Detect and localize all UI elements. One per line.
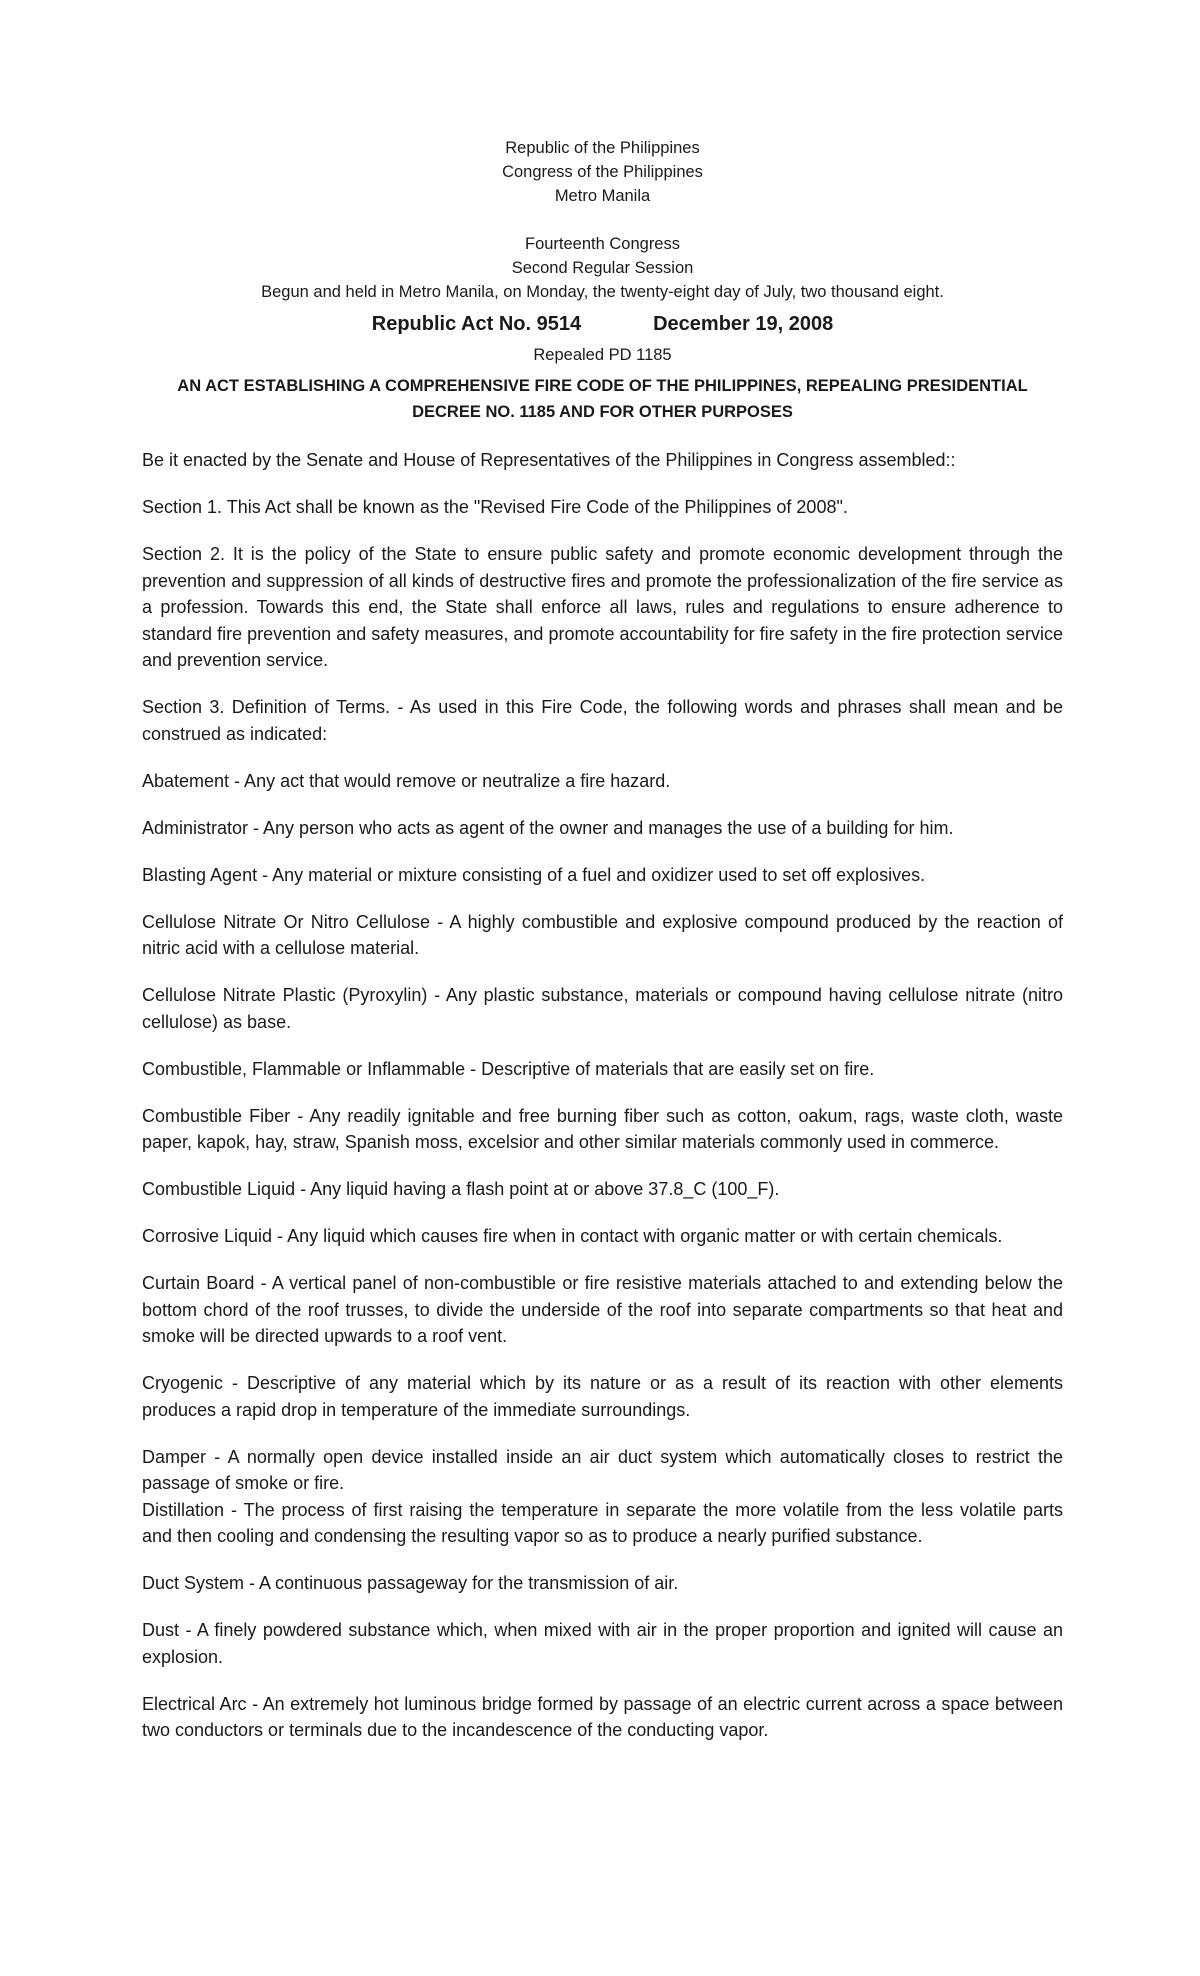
paragraph: Cryogenic - Descriptive of any material which by its nature or as a result of its reaction with other elements produces a rapid drop in temperature of the immediate surroundings.: [142, 1373, 1063, 1420]
act-number-line: [142, 309, 1063, 339]
paragraph: Distillation - The process of first raising the temperature in separate the more volatile from the less volatile parts and then cooling and condensing the resulting vapor so as to produce a nearly purified substance.: [142, 1499, 1063, 1546]
act-title: AN ACT ESTABLISHING A COMPREHENSIVE FIRE CODE OF THE PHILIPPINES, REPEALING PRESIDENTIAL DECREE NO. 1185 AND FOR OTHER PURPOSES: [177, 377, 1028, 421]
paragraph: Combustible, Flammable or Inflammable - Descriptive of materials that are easily set on fire.: [142, 1058, 875, 1079]
act-date: December 19, 2008: [653, 313, 834, 335]
paragraph: Combustible Fiber - Any readily ignitable and free burning fiber such as cotton, oakum, rags, waste cloth, waste paper, kapok, hay, straw, Spanish moss, excelsior and other similar materials commonly used in commerce.: [142, 1105, 1063, 1152]
paragraph: Cellulose Nitrate Or Nitro Cellulose - A highly combustible and explosive compound produced by the reaction of nitric acid with a cellulose material.: [142, 911, 1063, 958]
document-header: [142, 136, 1063, 304]
paragraph: Combustible Liquid - Any liquid having a flash point at or above 37.8_C (100_F).: [142, 1179, 780, 1199]
paragraph: Be it enacted by the Senate and House of Representatives of the Philippines in Congress assembled::: [142, 450, 956, 470]
act-number: Republic Act No. 9514: [371, 313, 582, 335]
paragraph: Section 3. Definition of Terms. - As used in this Fire Code, the following words and phrases shall mean and be construed as indicated:: [142, 697, 1063, 744]
paragraph: Dust - A finely powdered substance which, when mixed with air in the proper proportion and ignited will cause an explosion.: [142, 1620, 1063, 1667]
paragraph: Cellulose Nitrate Plastic (Pyroxylin) - Any plastic substance, materials or compound having cellulose nitrate (nitro cellulose) as base.: [142, 985, 1063, 1032]
paragraph: Electrical Arc - An extremely hot luminous bridge formed by passage of an electric current across a space between two conductors or terminals due to the incandescence of the conducting vapor.: [142, 1693, 1063, 1740]
paragraph: Curtain Board - A vertical panel of non-combustible or fire resistive materials attached to and extending below the bottom chord of the roof trusses, to divide the underside of the roof into separate compartments so that heat and smoke will be directed upwards to a roof vent.: [142, 1273, 1063, 1346]
paragraph: Administrator - Any person who acts as agent of the owner and manages the use of a building for him.: [142, 817, 954, 838]
header-session: Second Regular Session: [511, 259, 694, 277]
paragraph: Section 2. It is the policy of the State to ensure public safety and promote economic development through the prevention and suppression of all kinds of destructive fires and promote the professionalization of the fire service as a profession. Towards this end, the State shall enforce all laws, rules and regulations to ensure adherence to standard fire prevention and safety measures, and promote accountability for fire safety in the fire protection service and prevention service.: [142, 544, 1063, 670]
paragraph: Blasting Agent - Any material or mixture consisting of a fuel and oxidizer used to set off explosives.: [142, 864, 926, 885]
paragraph: Duct System - A continuous passageway for the transmission of air.: [142, 1573, 679, 1593]
document-body: [142, 447, 1063, 1744]
header-begun-line: Begun and held in Metro Manila, on Monday, the twenty-eight day of July, two thousand eight.: [261, 283, 944, 301]
paragraph: Abatement - Any act that would remove or neutralize a fire hazard.: [142, 770, 671, 791]
header-congress: Congress of the Philippines: [502, 163, 703, 181]
paragraph: Corrosive Liquid - Any liquid which causes fire when in contact with organic matter or with certain chemicals.: [142, 1226, 1003, 1246]
header-congress-number: Fourteenth Congress: [524, 235, 680, 253]
header-location: Metro Manila: [554, 187, 651, 205]
paragraph: Damper - A normally open device installed inside an air duct system which automatically closes to restrict the passage of smoke or fire.: [142, 1446, 1063, 1493]
paragraph: Section 1. This Act shall be known as the "Revised Fire Code of the Philippines of 2008".: [142, 497, 848, 517]
repealed-note: Repealed PD 1185: [533, 346, 672, 364]
header-republic: Republic of the Philippines: [505, 139, 700, 157]
